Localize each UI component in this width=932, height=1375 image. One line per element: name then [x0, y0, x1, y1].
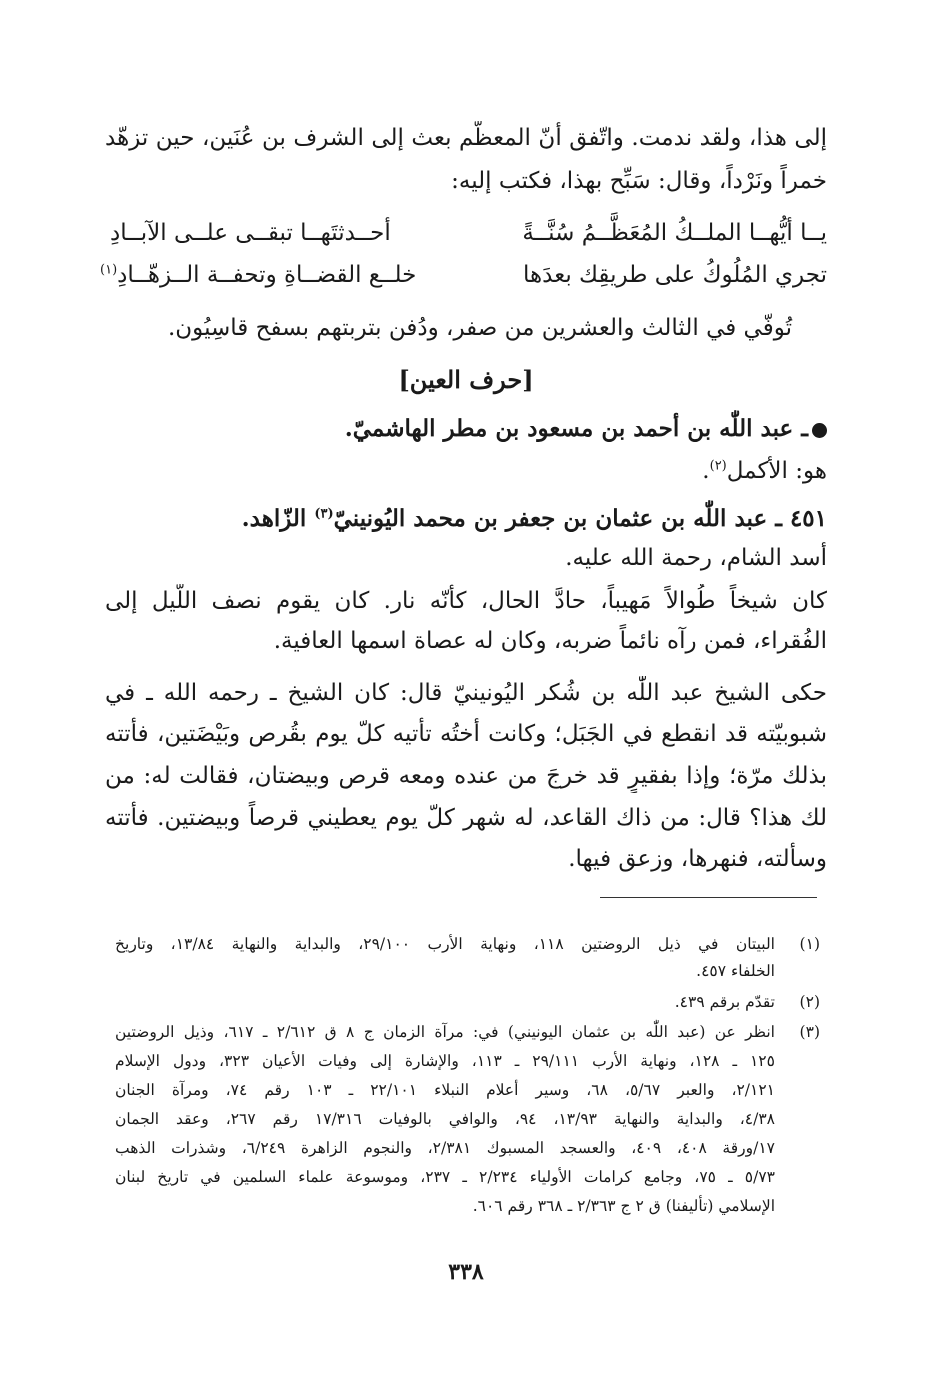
footnote-line: البيتان في ذيل الروضتين ١١٨، ونهاية الأرب ٢٩/١٠٠، والبداية والنهاية ١٣/٨٤، وتاريخ [115, 935, 775, 953]
entry-title-text: ٤٥١ ـ عبد اللّٰه بن عثمان بن جعفر بن محمد اليُونينيّ [333, 505, 827, 532]
death-note: تُوفّي في الثالث والعشرين من صفر، ودُفن بتربتهم بسفح قاسِيُون. [167, 315, 792, 341]
footnote-number: (١) [799, 935, 820, 953]
entry-hashimi-title [105, 412, 827, 446]
footnote-ref-3: (٣) [314, 506, 334, 522]
footnote-line: ٤/٣٨، والبداية والنهاية ١٣/٩٣، ٩٤، والوافي بالوفيات ١٧/٣١٦ رقم ٢٦٧، وعقد الجمان [115, 1110, 775, 1128]
footnote-line: الإسلامي (تأليفنا) ق ٢ ج ٢/٣٦٣ ـ ٣٦٨ رقم ٦٠٦. [472, 1197, 775, 1215]
body-line: وسألته، فنهرها، وزعق فيها. [568, 846, 827, 872]
body-line: شبوبيّته قد انقطع في الجَبَل؛ وكانت أختُه تأتيه كلّ يوم بقُرص وبَيْضَتين، فأتته [105, 721, 827, 747]
body-line: حكى الشيخ عبد اللّٰه بن شُكر اليُونينيّ قال: كان الشيخ ـ رحمه الله ـ في [105, 680, 827, 706]
verse-line-1-first-hemistich: يــا أيُّهــا الملــكُ المُعَظَّــمُ سُنَّــةً [522, 220, 827, 246]
footnote-line: انظر عن (عبد اللّٰه بن عثمان اليونيني) في: مرآة الزمان ج ٨ ق ٢/٦١٢ ـ ٦١٧، وذيل الروضتين [115, 1023, 775, 1041]
footnote-line: ٢/١٢١، والعبر ٥/٦٧، ٦٨، وسير أعلام النبلاء ٢٢/١٠١ ـ ١٠٣ رقم ٧٤، ومرآة الجنان [115, 1081, 775, 1099]
footnote-number: (٢) [799, 993, 820, 1011]
body-line: كان شيخاً طُوالاً مَهيباً، حادَّ الحال، كأنّه نار. كان يقوم نصف اللّيل إلى [105, 588, 827, 614]
body-line: لك هذا؟ قال: من ذاك القاعد، له شهر كلّ يوم يعطيني قرصاً وبيضتين. فأتته [105, 805, 827, 831]
footnote-line: ٥/٧٣ ـ ٧٥، وجامع كرامات الأولياء ٢/٢٣٤ ـ ٢٣٧، وموسوعة علماء السلمين في تاريخ لبنان [115, 1168, 775, 1186]
footnote-separator [600, 897, 817, 898]
entry-title-end: الزّاهد. [241, 505, 315, 532]
entry-text: هو: الأكمل [726, 458, 827, 484]
body-line: الفُقراء، فمن رآه نائماً ضربه، وكان له عصاة اسمها العافية. [273, 628, 827, 654]
entry-hashimi-line [105, 454, 827, 488]
footnote-line: ١٧/ورقة ٤٠٨، ٤٠٩، والعسجد المسبوك ٢/٣٨١، والنجوم الزاهرة ٦/٢٤٩، وشذرات الذهب [115, 1139, 775, 1157]
footnote-ref-1: (١) [100, 262, 118, 278]
verse-text: خلــع القضــاةِ وتحفــة الــزهّــادِ [117, 262, 417, 288]
body-line: خمراً ونَرْداً، وقال: سَبِّح بهذا، فكتب إليه: [451, 168, 827, 194]
footnote-number: (٣) [799, 1023, 820, 1041]
body-line: إلى هذا، ولقد ندمت. واتّفق أنّ المعظّم بعث إلى الشرف بن عُنَين، حين تزهّد [105, 125, 827, 151]
entry-end: . [702, 458, 710, 484]
footnote-ref-2: (٢) [709, 458, 727, 474]
body-line: بذلك مرّة؛ وإذا بفقيرٍ قد خرجَ من عنده ومعه قرص وبيضتان، فقالت له: من [105, 763, 827, 789]
entry-title-text: ـ عبد اللّٰه بن أحمد بن مسعود بن مطر الهاشميّ. [344, 415, 808, 442]
verse-line-2-first-hemistich: تجري المُلُوكُ على طريقِك بعدَها [523, 262, 827, 288]
body-line: أسد الشام، رحمة الله عليه. [565, 545, 827, 571]
footnote-line: الخلفاء ٤٥٧. [696, 962, 775, 980]
page-number: ٣٣٨ [448, 1259, 484, 1285]
footnote-line: تقدّم برقم ٤٣٩. [674, 993, 775, 1011]
bullet-icon [812, 423, 827, 438]
entry-451-title [105, 502, 827, 536]
footnote-line: ١٢٥ ـ ١٢٨، ونهاية الأرب ٢٩/١١١ ـ ١١٣، والإشارة إلى وفيات الأعيان ٣٢٣، ودول الإسلام [115, 1052, 775, 1070]
verse-line-2-second-hemistich [100, 258, 416, 292]
verse-line-1-second-hemistich: أحــدثتَهــا تبقــى علــى الآبــادِ [110, 220, 391, 246]
section-heading: [حرف العين] [398, 365, 534, 394]
